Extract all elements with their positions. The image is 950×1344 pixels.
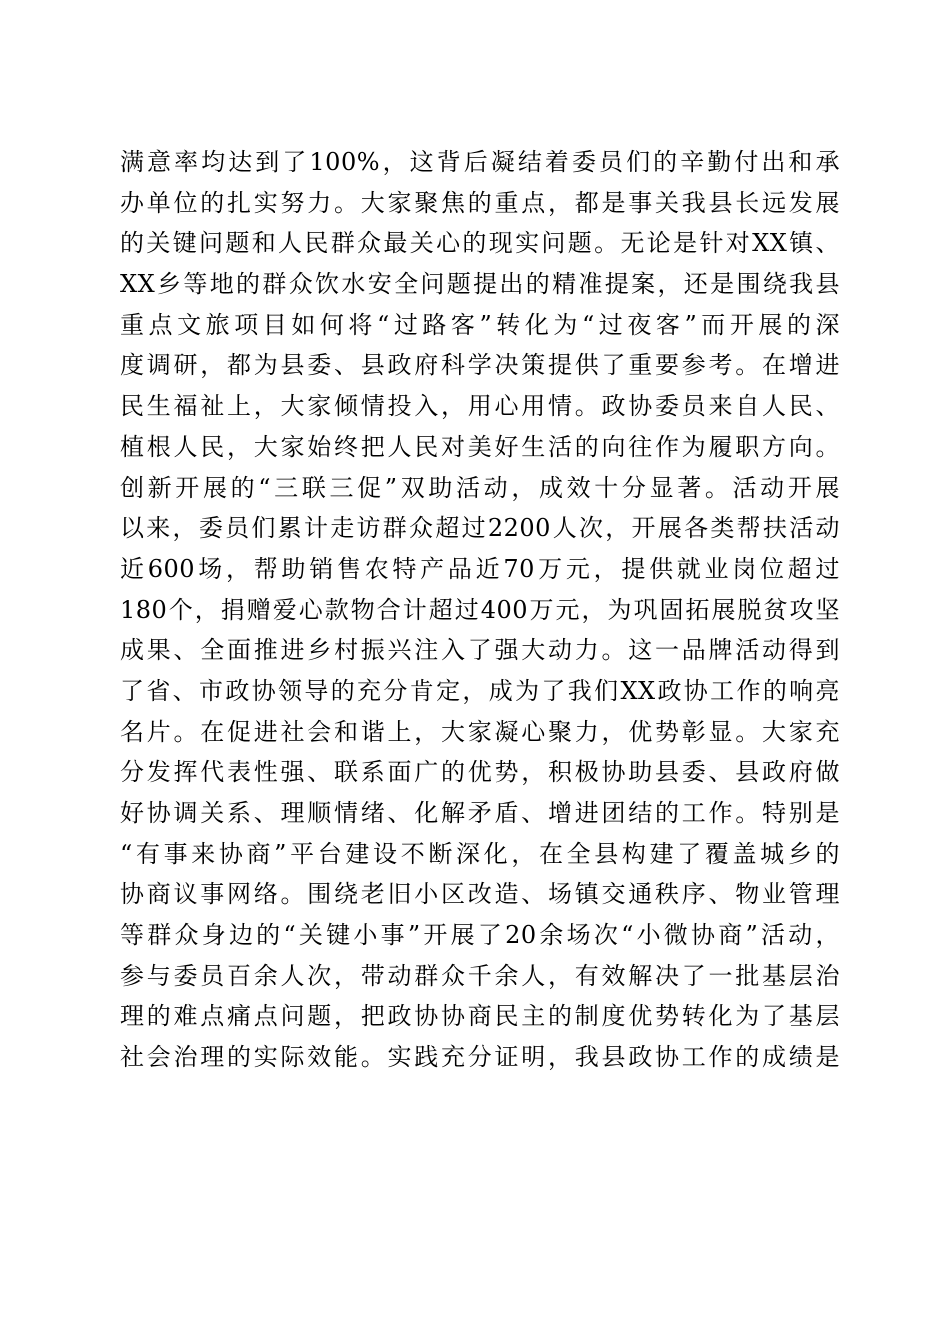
text-line-6: 度调研，都为县委、县政府科学决策提供了重要参考。在增进 (120, 351, 840, 380)
text-line-8: 植根人民，大家始终把人民对美好生活的向往作为履职方向。 (120, 432, 840, 461)
text-line-7: 民生福祉上，大家倾情投入，用心用情。政协委员来自人民、 (120, 392, 840, 421)
text-line-3: 的关键问题和人民群众最关心的现实问题。无论是针对XX镇、 (120, 229, 840, 258)
text-line-2: 办单位的扎实努力。大家聚焦的重点，都是事关我县长远发展 (120, 188, 840, 217)
text-line-18: “有事来协商”平台建设不断深化，在全县构建了覆盖城乡的 (120, 839, 840, 868)
text-line-1: 满意率均达到了100%，这背后凝结着委员们的辛勤付出和承 (120, 148, 840, 176)
text-line-14: 了省、市政协领导的充分肯定，成为了我们XX政协工作的响亮 (120, 676, 840, 705)
text-line-19: 协商议事网络。围绕老旧小区改造、场镇交通秩序、物业管理 (120, 880, 840, 909)
text-line-10: 以来，委员们累计走访群众超过2200人次，开展各类帮扶活动 (120, 514, 840, 543)
text-line-13: 成果、全面推进乡村振兴注入了强大动力。这一品牌活动得到 (120, 636, 840, 665)
text-line-16: 分发挥代表性强、联系面广的优势，积极协助县委、县政府做 (120, 758, 840, 787)
text-line-9: 创新开展的“三联三促”双助活动，成效十分显著。活动开展 (120, 473, 840, 502)
text-line-4: XX乡等地的群众饮水安全问题提出的精准提案，还是围绕我县 (120, 270, 840, 299)
text-line-12: 180个，捐赠爱心款物合计超过400万元，为巩固拓展脱贫攻坚 (120, 595, 840, 624)
text-line-17: 好协调关系、理顺情绪、化解矛盾、增进团结的工作。特别是 (120, 799, 840, 827)
text-line-5: 重点文旅项目如何将“过路客”转化为“过夜客”而开展的深 (120, 310, 840, 339)
text-line-15: 名片。在促进社会和谐上，大家凝心聚力，优势彰显。大家充 (120, 717, 840, 746)
text-line-20: 等群众身边的“关键小事”开展了20余场次“小微协商”活动， (120, 921, 840, 950)
body-text (120, 142, 840, 1078)
text-line-23: 社会治理的实际效能。实践充分证明，我县政协工作的成绩是 (120, 1043, 840, 1072)
text-line-22: 理的难点痛点问题，把政协协商民主的制度优势转化为了基层 (120, 1002, 840, 1031)
text-line-11: 近600场，帮助销售农特产品近70万元，提供就业岗位超过 (120, 554, 840, 583)
text-line-21: 参与委员百余人次，带动群众千余人，有效解决了一批基层治 (120, 961, 840, 990)
